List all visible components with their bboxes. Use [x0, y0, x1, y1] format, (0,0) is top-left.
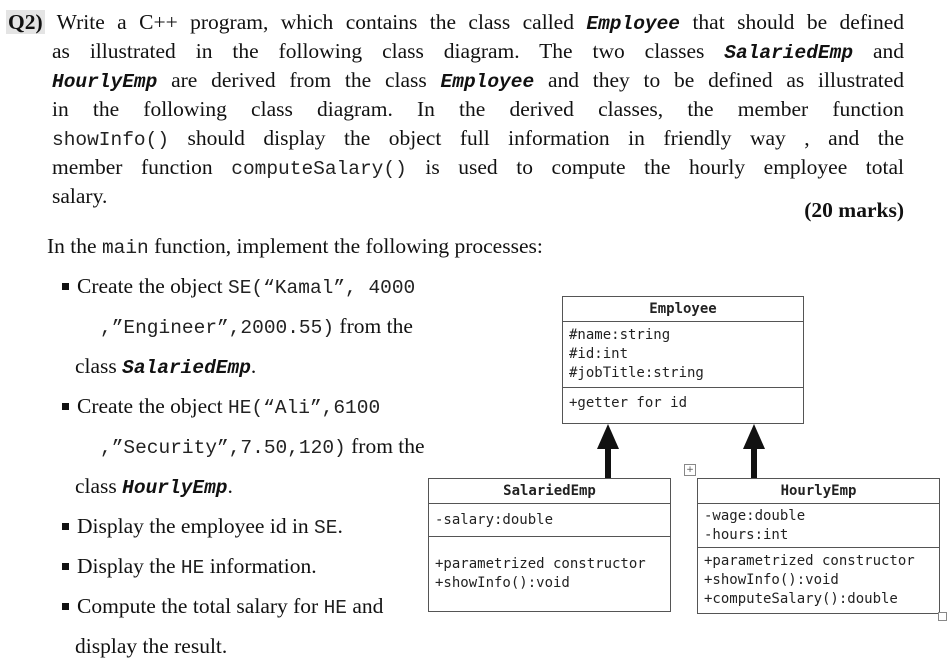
move-handle-icon[interactable]: + — [684, 464, 696, 476]
uml-class-salariedemp — [428, 478, 671, 612]
uml-attribute: #jobTitle:string — [569, 365, 704, 381]
uml-class-name: HourlyEmp — [698, 479, 939, 504]
uml-attribute: -wage:double — [704, 508, 806, 524]
uml-attribute: #name:string — [569, 327, 671, 343]
uml-methods — [563, 387, 803, 423]
uml-method: +parametrized constructor — [704, 553, 915, 569]
uml-attributes — [429, 504, 670, 536]
question-line-6: member function computeSalary() is used to compute the hourly employee total — [52, 155, 905, 180]
uml-method: +showInfo():void — [704, 572, 839, 588]
question-line-7: salary. — [52, 184, 108, 208]
question-line-4: in the following class diagram. In the derived classes, the member function — [52, 97, 904, 121]
uml-class-employee — [562, 296, 804, 424]
uml-class-name: Employee — [563, 297, 803, 322]
question-line-1: Q2) Write a C++ program, which contains the class called Employee that should be defined — [8, 10, 905, 35]
question-line-3: HourlyEmp are derived from the class Employee and they to be defined as illustrated — [52, 68, 905, 93]
main-intro: In the main function, implement the following processes: — [47, 234, 543, 259]
uml-class-name: SalariedEmp — [429, 479, 670, 504]
uml-attribute: #id:int — [569, 346, 629, 362]
uml-method: +getter for id — [569, 395, 688, 411]
class-name-employee: Employee — [586, 13, 681, 35]
uml-method: +parametrized constructor — [435, 556, 646, 572]
question-label: Q2) — [8, 10, 43, 34]
bullet-2-cont: ,”Security”,7.50,120) from the — [100, 434, 425, 459]
uml-methods — [429, 536, 670, 611]
resize-handle-icon[interactable] — [938, 612, 947, 621]
uml-attributes — [563, 322, 803, 387]
question-line-5: showInfo() should display the object full information in friendly way , and the — [52, 126, 904, 151]
uml-attributes — [698, 504, 939, 547]
uml-methods — [698, 547, 939, 613]
bullet-3: Display the employee id in SE. — [62, 512, 343, 542]
bullet-1: Create the object SE(“Kamal”, 4000 — [62, 272, 415, 302]
question-line-2: as illustrated in the following class diagram. The two classes SalariedEmp and — [52, 39, 904, 64]
bullet-2-class: class HourlyEmp. — [75, 474, 233, 499]
bullet-5: Compute the total salary for HE and — [62, 592, 383, 622]
arrow-salaried-head — [597, 424, 619, 449]
marks-label: (20 marks) — [804, 198, 904, 222]
uml-attribute: -hours:int — [704, 527, 789, 543]
uml-attribute: -salary:double — [435, 512, 554, 528]
bullet-4: Display the HE information. — [62, 552, 317, 582]
uml-method: +showInfo():void — [435, 575, 570, 591]
uml-method: +computeSalary():double — [704, 591, 898, 607]
bullet-2: Create the object HE(“Ali”,6100 — [62, 392, 380, 422]
arrow-hourly-head — [743, 424, 765, 449]
bullet-5-cont: display the result. — [75, 634, 228, 658]
bullet-1-cont: ,”Engineer”,2000.55) from the — [100, 314, 413, 339]
uml-class-hourlyemp — [697, 478, 940, 614]
bullet-1-class: class SalariedEmp. — [75, 354, 257, 379]
